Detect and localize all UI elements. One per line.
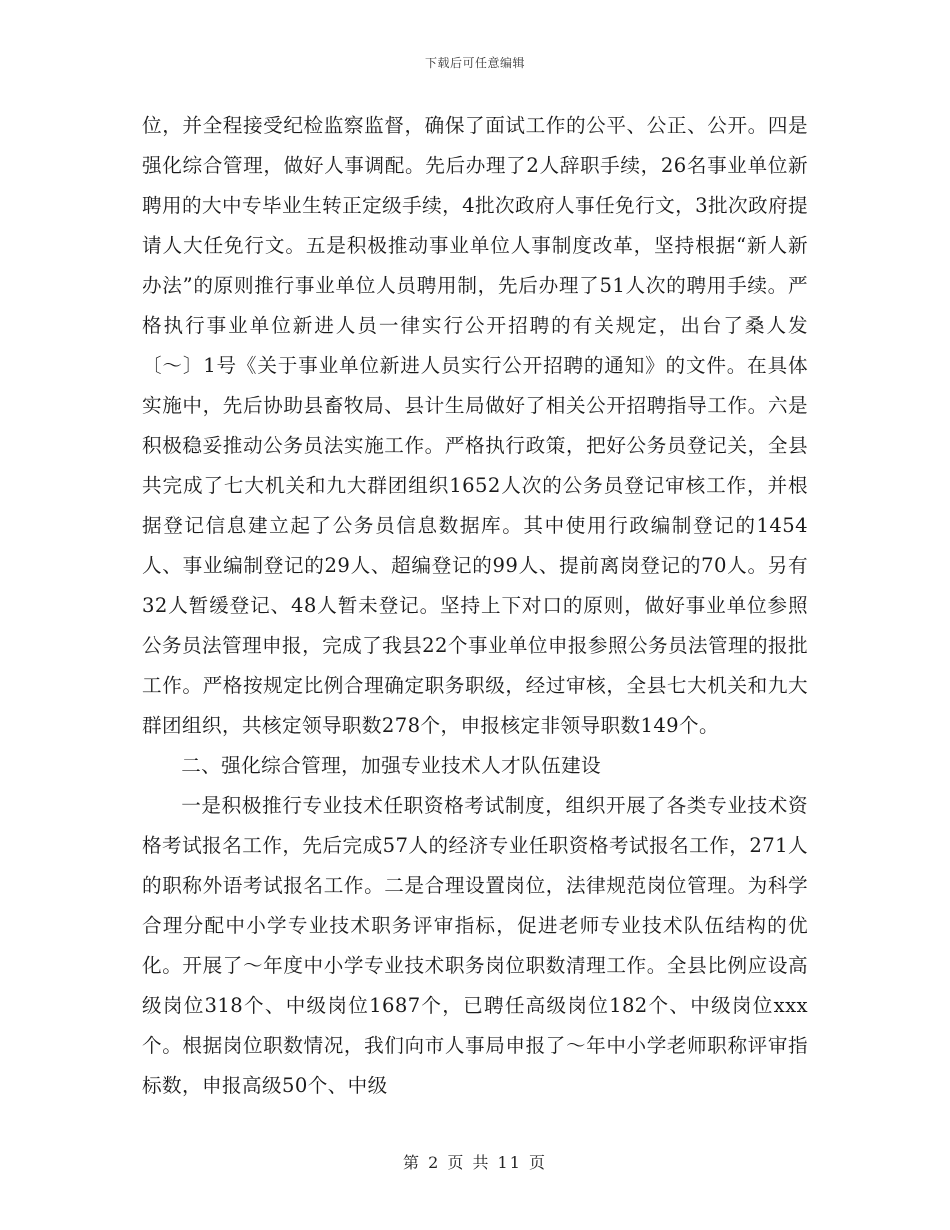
paragraph-continuation: 位，并全程接受纪检监察监督，确保了面试工作的公平、公正、公开。四是强化综合管理，做好人事调配。先后办理了2人辞职手续，26名事业单位新聘用的大中专毕业生转正定级手续，4批次政府人事任免行文，3批次政府提请人大任免行文。五是积极推动事业单位人事制度改革，坚持根据“新人新办法”的原则推行事业单位人员聘用制，先后办理了51人次的聘用手续。严格执行事业单位新进人员一律实行公开招聘的有关规定，出台了桑人发〔～〕1号《关于事业单位新进人员实行公开招聘的通知》的文件。在具体实施中，先后协助县畜牧局、县计生局做好了相关公开招聘指导工作。六是积极稳妥推动公务员法实施工作。严格执行政策，把好公务员登记关，全县共完成了七大机关和九大群团组织1652人次的公务员登记审核工作，并根据登记信息建立起了公务员信息数据库。其中使用行政编制登记的1454人、事业编制登记的29人、超编登记的99人、提前离岗登记的70人。另有32人暂缓登记、48人暂未登记。坚持上下对口的原则，做好事业单位参照公务员法管理申报，完成了我县22个事业单位申报参照公务员法管理的报批工作。严格按规定比例合理确定职务职级，经过审核，全县七大机关和九大群团组织，共核定领导职数278个，申报核定非领导职数149个。 xyxy=(142,114,808,737)
body-text xyxy=(142,106,808,1106)
page-footer: 第 2 页 共 11 页 xyxy=(403,1153,547,1172)
section-heading: 二、强化综合管理，加强专业技术人才队伍建设 xyxy=(181,754,602,777)
page-header: 下载后可任意编辑 xyxy=(424,56,525,70)
paragraph: 一是积极推行专业技术任职资格考试制度，组织开展了各类专业技术资格考试报名工作，先后完成57人的经济专业任职资格考试报名工作，271人的职称外语考试报名工作。二是合理设置岗位，法律规范岗位管理。为科学合理分配中小学专业技术职务评审指标，促进老师专业技术队伍结构的优化。开展了～年度中小学专业技术职务岗位职数清理工作。全县比例应设高级岗位318个、中级岗位1687个，已聘任高级岗位182个、中级岗位xxx个。根据岗位职数情况，我们向市人事局申报了～年中小学老师职称评审指标数，申报高级50个、中级 xyxy=(142,794,808,1097)
